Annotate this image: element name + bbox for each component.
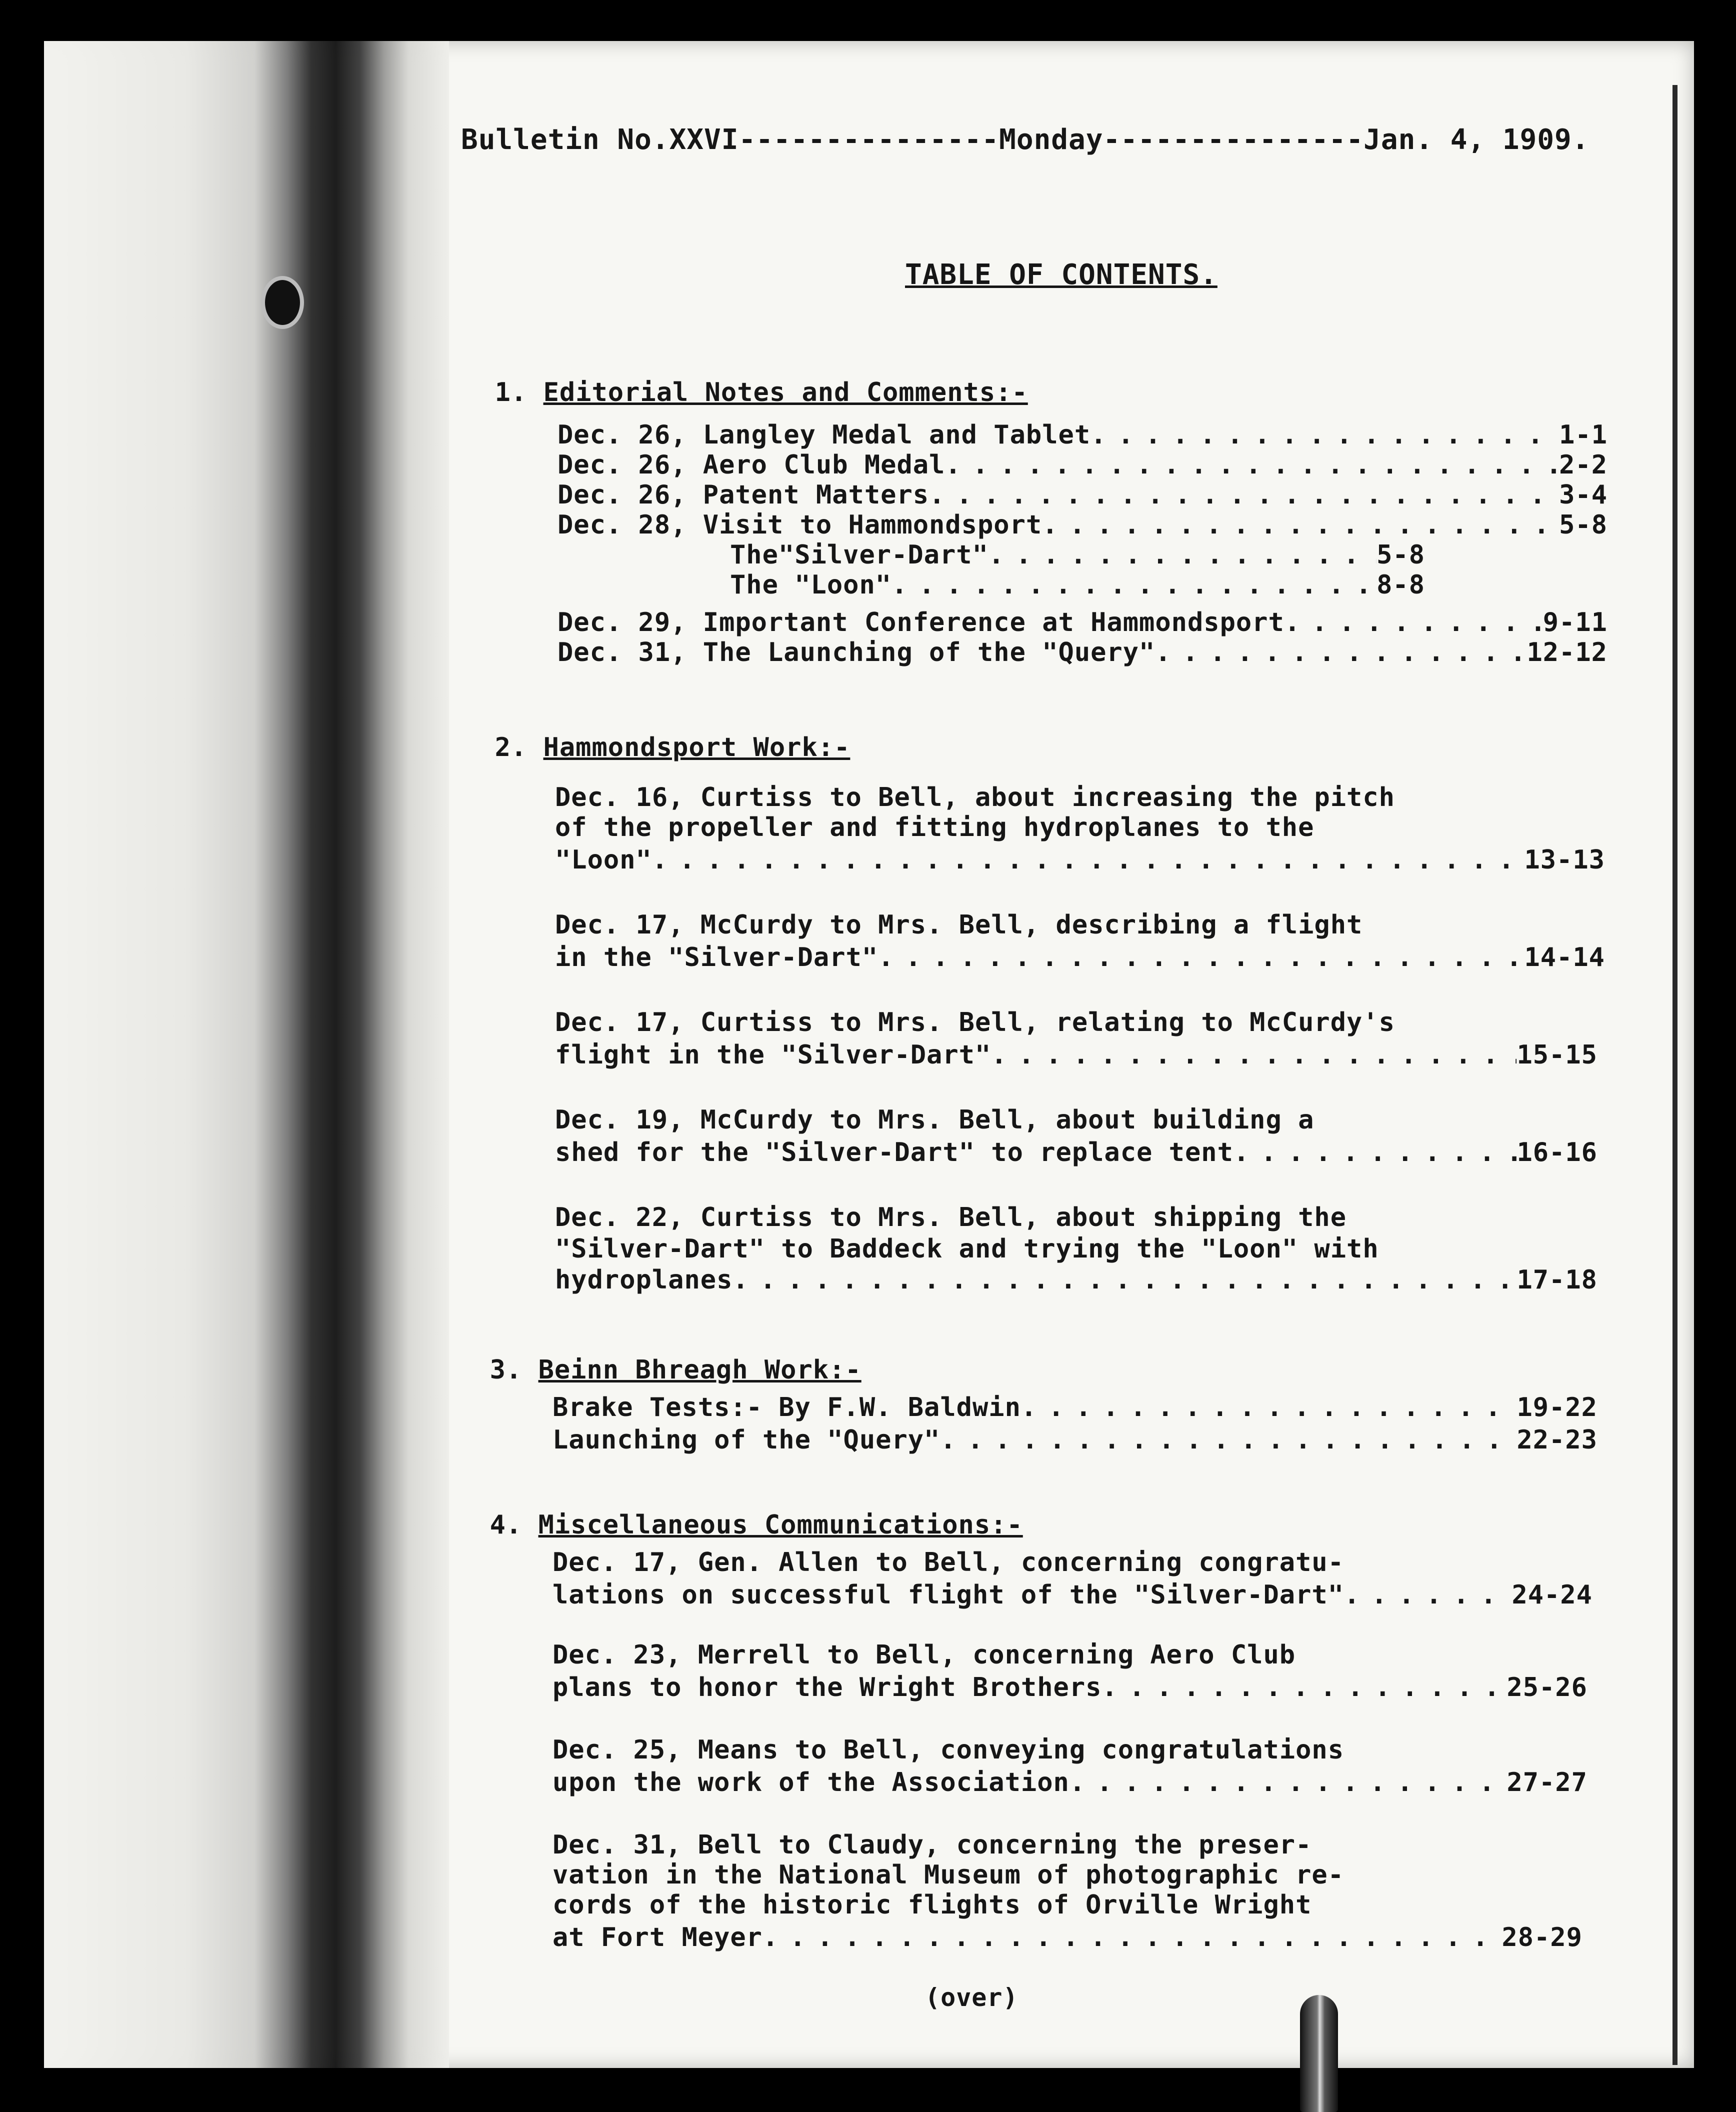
toc-entry-line: cords of the historic flights of Orville Wright [552, 1890, 1312, 1920]
binding-hole [265, 280, 300, 325]
toc-entry-line: in the "Silver-Dart" . . . 14-14 [555, 942, 1605, 972]
toc-entry-line: "Loon" . . . 13-13 [555, 845, 1605, 875]
toc-entry-line: "Silver-Dart" to Baddeck and trying the "Loon" with [555, 1234, 1379, 1264]
toc-entry: Dec. 26, Langley Medal and Tablet . . . 1-1 [558, 420, 1608, 450]
toc-subentry: The "Loon" . . . 8-8 [730, 570, 1425, 600]
bulletin-header: Bulletin No.XXVI---------------Monday---------------Jan. 4, 1909. [461, 124, 1590, 156]
toc-entry-line: Dec. 19, McCurdy to Mrs. Bell, about building a [555, 1105, 1314, 1135]
section-4-heading: 4. Miscellaneous Communications:- [490, 1510, 1023, 1540]
toc-entry-line: Dec. 22, Curtiss to Mrs. Bell, about shipping the [555, 1202, 1347, 1232]
page-edge [1672, 85, 1678, 2065]
toc-entry-line: Dec. 31, Bell to Claudy, concerning the preser- [552, 1830, 1312, 1860]
toc-entry-line: Dec. 17, Gen. Allen to Bell, concerning congratu- [552, 1548, 1344, 1578]
footer-over: (over) [925, 1983, 1018, 2012]
toc-entry-line: hydroplanes . . . 17-18 [555, 1265, 1598, 1295]
toc-entry-line: upon the work of the Association . . . 27-27 [552, 1768, 1588, 1798]
binding-shadow [44, 41, 449, 2068]
section-2-heading: 2. Hammondsport Work:- [494, 732, 850, 762]
toc-entry-line: Dec. 17, Curtiss to Mrs. Bell, relating to McCurdy's [555, 1008, 1395, 1038]
toc-entry-line: Dec. 23, Merrell to Bell, concerning Aero Club [552, 1640, 1296, 1670]
toc-entry-line: of the propeller and fitting hydroplanes to the [555, 812, 1314, 842]
toc-entry: Dec. 26, Patent Matters . . . 3-4 [558, 480, 1608, 510]
pin-icon [1300, 1995, 1338, 2112]
toc-entry-line: Dec. 25, Means to Bell, conveying congratulations [552, 1735, 1344, 1765]
toc-entry: Dec. 29, Important Conference at Hammondsport . . . 9-11 [558, 608, 1608, 638]
toc-entry-line: vation in the National Museum of photographic re- [552, 1860, 1344, 1890]
toc-entry-line: Dec. 16, Curtiss to Bell, about increasing the pitch [555, 782, 1395, 812]
toc-entry-line: lations on successful flight of the "Silver-Dart" . . . 24-24 [552, 1580, 1592, 1610]
section-3-heading: 3. Beinn Bhreagh Work:- [490, 1355, 862, 1385]
toc-subentry: The"Silver-Dart" . . . 5-8 [730, 540, 1425, 570]
toc-entry: Launching of the "Query" . . . 22-23 [552, 1425, 1598, 1455]
toc-entry-line: flight in the "Silver-Dart" . . . 15-15 [555, 1040, 1598, 1070]
toc-title: TABLE OF CONTENTS. [905, 258, 1218, 291]
toc-entry-line: at Fort Meyer . . . 28-29 [552, 1922, 1582, 1952]
section-1-heading: 1. Editorial Notes and Comments:- [494, 378, 1028, 408]
toc-entry-line: plans to honor the Wright Brothers . . . 25-26 [552, 1672, 1588, 1702]
toc-entry: Dec. 28, Visit to Hammondsport . . . 5-8 [558, 510, 1608, 540]
toc-entry: Dec. 31, The Launching of the "Query" . . . 12-12 [558, 638, 1608, 668]
toc-entry: Dec. 26, Aero Club Medal . . . 2-2 [558, 450, 1608, 480]
toc-entry: Brake Tests:- By F.W. Baldwin . . . 19-22 [552, 1392, 1598, 1422]
toc-entry-line: Dec. 17, McCurdy to Mrs. Bell, describing a flight [555, 910, 1363, 940]
toc-entry-line: shed for the "Silver-Dart" to replace tent . . . 16-16 [555, 1138, 1598, 1168]
